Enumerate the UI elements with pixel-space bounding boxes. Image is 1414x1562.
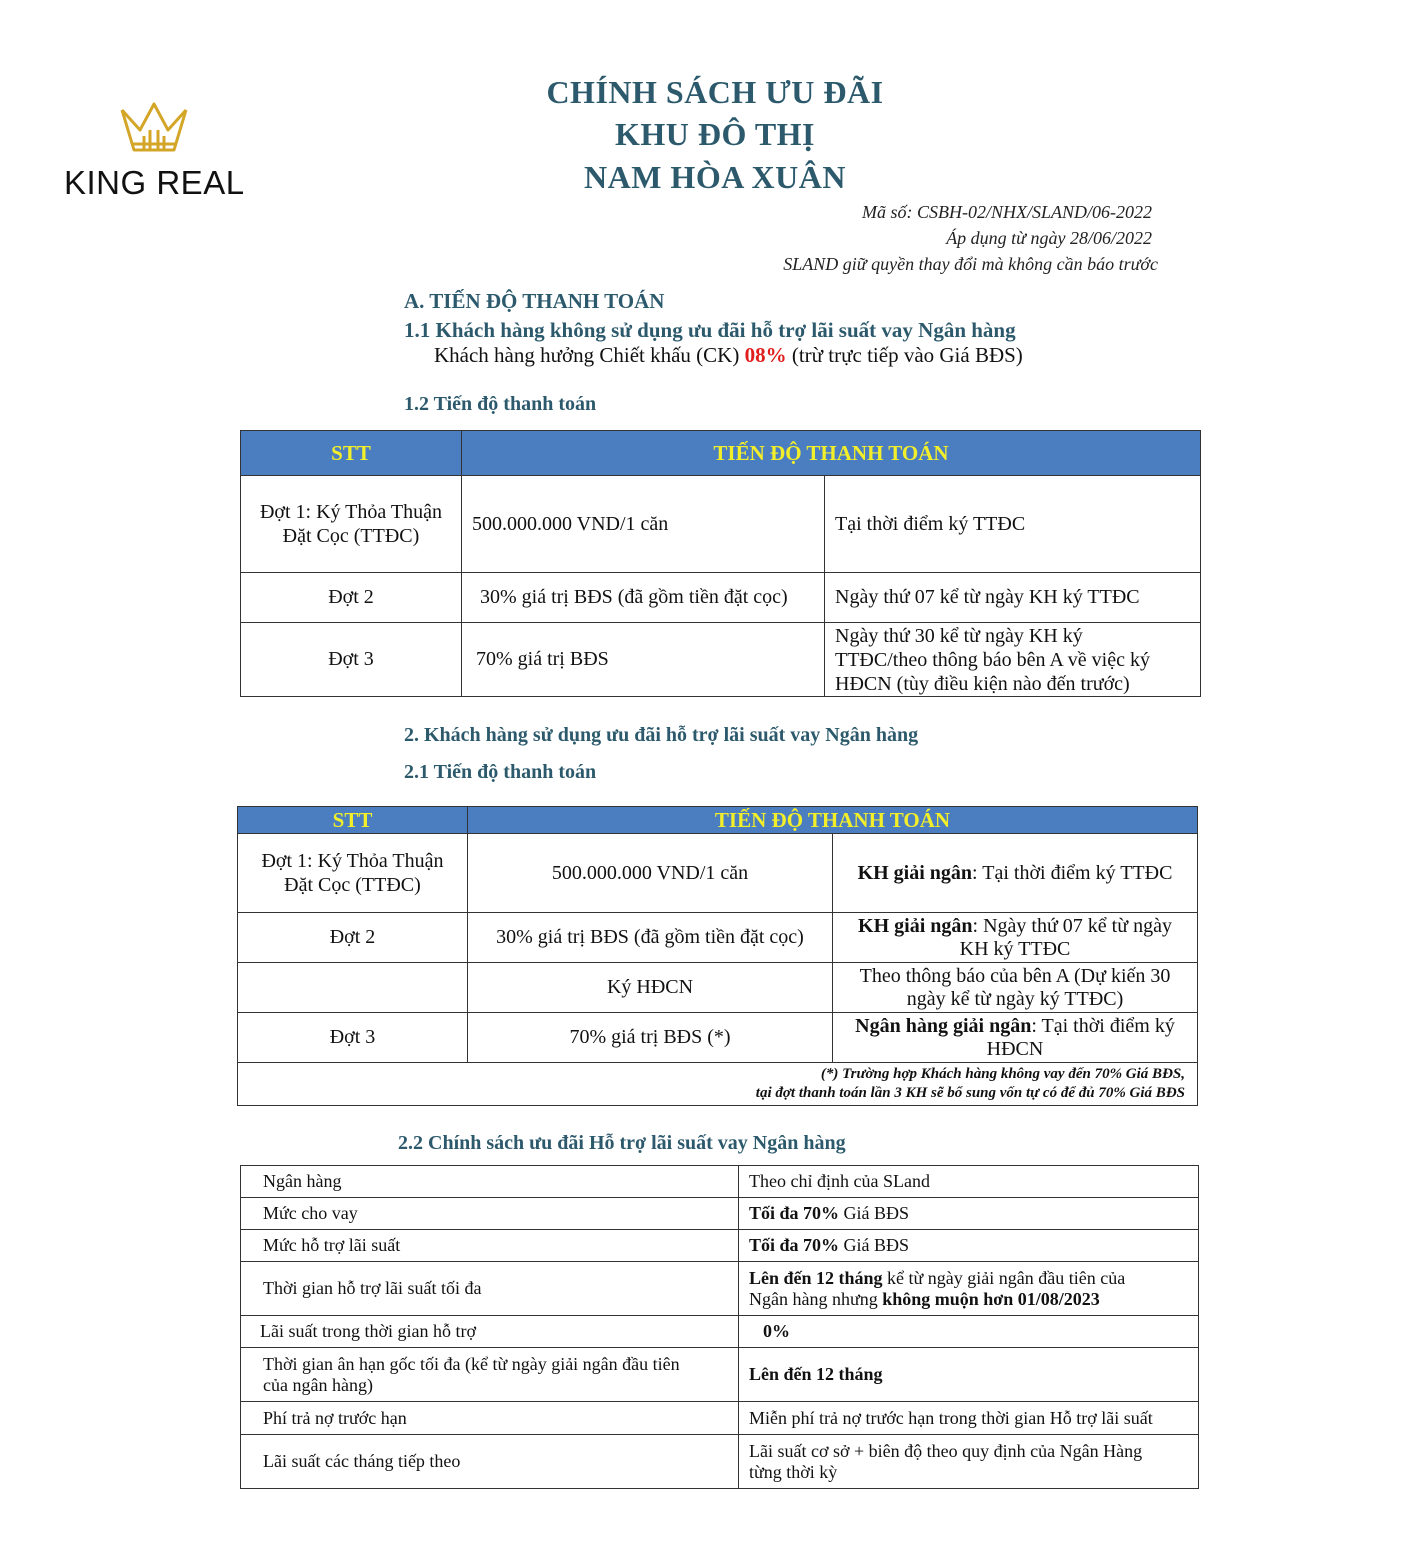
- table-row: [241, 623, 1201, 697]
- value-bold: Tối đa 70%: [749, 1203, 840, 1223]
- value-rest: Ngân hàng nhưng: [749, 1288, 883, 1309]
- value-cell: Lên đến 12 tháng: [739, 1348, 1199, 1402]
- time-rest: : Ngày thứ 07 kể từ ngày: [972, 914, 1172, 937]
- table-header-row: [238, 807, 1198, 834]
- payment-schedule-table-1: [240, 430, 1201, 697]
- table-row: [238, 963, 1198, 1013]
- amount-cell: 30% giá trị BĐS (đã gồm tiền đặt cọc): [462, 573, 825, 623]
- value-cell: [739, 1262, 1199, 1316]
- footnote-line: (*) Trường hợp Khách hàng không vay đến 70% Giá BĐS,: [820, 1066, 1185, 1082]
- section-2-heading: 2. Khách hàng sử dụng ưu đãi hỗ trợ lãi suất vay Ngân hàng: [404, 724, 919, 746]
- time-cell: Ngày thứ 07 kể từ ngày KH ký TTĐC: [825, 573, 1201, 623]
- stt-cell: [238, 963, 468, 1013]
- section-1-2-heading: 1.2 Tiến độ thanh toán: [404, 393, 597, 415]
- stt-cell: [241, 476, 462, 573]
- time-rest: KH ký TTĐC: [959, 937, 1071, 960]
- time-line: Theo thông báo của bên A (Dự kiến 30: [859, 964, 1171, 987]
- table-row: [238, 913, 1198, 963]
- discount-suffix: (trừ trực tiếp vào Giá BĐS): [786, 343, 1023, 367]
- header-payment-progress: TIẾN ĐỘ THANH TOÁN: [468, 807, 1198, 834]
- stt-cell: Đợt 3: [238, 1013, 468, 1063]
- stt-cell: Đợt 2: [241, 573, 462, 623]
- label-cell: Mức hỗ trợ lãi suất: [241, 1230, 739, 1262]
- time-cell: [833, 834, 1198, 913]
- crown-logo-icon: [118, 100, 190, 156]
- table-row: [241, 1198, 1199, 1230]
- page-title-line1: CHÍNH SÁCH ƯU ĐÃI: [546, 74, 884, 110]
- stt-line: Đợt 1: Ký Thỏa Thuận: [261, 850, 444, 872]
- time-cell: [833, 963, 1198, 1013]
- value-cell: [739, 1435, 1199, 1489]
- label-cell: [241, 1348, 739, 1402]
- table-footnote: [238, 1063, 1198, 1106]
- loan-support-policy-table: [240, 1165, 1199, 1489]
- time-line: TTĐC/theo thông báo bên A về việc ký: [835, 648, 1150, 671]
- value-line: từng thời kỳ: [749, 1461, 838, 1482]
- value-cell: Theo chỉ định của SLand: [739, 1166, 1199, 1198]
- label-cell: Mức cho vay: [241, 1198, 739, 1230]
- stt-line: Đặt Cọc (TTĐC): [282, 525, 420, 547]
- table-row: [241, 1262, 1199, 1316]
- value-cell: Miễn phí trả nợ trước hạn trong thời gian Hỗ trợ lãi suất: [739, 1402, 1199, 1435]
- label-line: Thời gian ân hạn gốc tối đa (kể từ ngày giải ngân đầu tiên: [263, 1353, 680, 1374]
- time-bold: KH giải ngân: [857, 861, 973, 884]
- value-rest: Giá BĐS: [839, 1203, 910, 1223]
- time-cell: [833, 1013, 1198, 1063]
- discount-line: [434, 343, 1023, 368]
- table-note-row: [238, 1063, 1198, 1106]
- label-line: của ngân hàng): [263, 1374, 373, 1395]
- discount-prefix: Khách hàng hưởng Chiết khấu (CK): [434, 343, 745, 367]
- amount-cell: 30% giá trị BĐS (đã gồm tiền đặt cọc): [468, 913, 833, 963]
- page-title-line2: KHU ĐÔ THỊ: [615, 116, 815, 152]
- value-bold: Tối đa 70%: [749, 1235, 840, 1255]
- table-row: [241, 476, 1201, 573]
- section-1-1-heading: 1.1 Khách hàng không sử dụng ưu đãi hỗ trợ lãi suất vay Ngân hàng: [404, 318, 1016, 342]
- brand-logo: [64, 100, 244, 202]
- value-line: Lãi suất cơ sở + biên độ theo quy định của Ngân Hàng: [749, 1440, 1143, 1461]
- table-row: [241, 1435, 1199, 1489]
- time-line: HĐCN (tùy điều kiện nào đến trước): [835, 672, 1130, 695]
- time-rest: : Tại thời điểm ký: [1031, 1014, 1175, 1037]
- label-cell: Ngân hàng: [241, 1166, 739, 1198]
- stt-line: Đợt 1: Ký Thỏa Thuận: [259, 501, 443, 523]
- table-row: [241, 1166, 1199, 1198]
- effective-date: Áp dụng từ ngày 28/06/2022: [946, 228, 1152, 248]
- time-bold: KH giải ngân: [858, 914, 973, 937]
- time-rest: HĐCN: [986, 1037, 1044, 1060]
- time-bold: Ngân hàng giải ngân: [855, 1014, 1032, 1037]
- time-line: ngày kể từ ngày ký TTĐC): [906, 987, 1124, 1010]
- amount-cell: 70% giá trị BĐS: [462, 623, 825, 697]
- section-2-1-heading: 2.1 Tiến độ thanh toán: [404, 761, 597, 783]
- value-cell: [739, 1198, 1199, 1230]
- table-header-row: [241, 431, 1201, 476]
- value-rest: kể từ ngày giải ngân đầu tiên của: [882, 1267, 1126, 1288]
- stt-cell: [238, 834, 468, 913]
- header-payment-progress: TIẾN ĐỘ THANH TOÁN: [462, 431, 1201, 476]
- header-stt: STT: [238, 807, 468, 834]
- stt-cell: Đợt 2: [238, 913, 468, 963]
- page-title-line3: NAM HÒA XUÂN: [584, 159, 846, 195]
- amount-cell: Ký HĐCN: [468, 963, 833, 1013]
- time-rest: : Tại thời điểm ký TTĐC: [972, 861, 1173, 884]
- table-row: [241, 573, 1201, 623]
- amount-cell: 500.000.000 VND/1 căn: [468, 834, 833, 913]
- value-cell: [739, 1230, 1199, 1262]
- brand-name: KING REAL: [64, 164, 245, 201]
- amount-cell: 500.000.000 VND/1 căn: [462, 476, 825, 573]
- amount-cell: 70% giá trị BĐS (*): [468, 1013, 833, 1063]
- payment-schedule-table-2: [237, 806, 1198, 1106]
- table-row: [238, 1013, 1198, 1063]
- value-bold: Lên đến 12 tháng: [749, 1267, 883, 1288]
- value-cell: 0%: [739, 1316, 1199, 1348]
- section-a-heading: A. TIẾN ĐỘ THANH TOÁN: [404, 289, 665, 313]
- table-row: [241, 1230, 1199, 1262]
- stt-line: Đặt Cọc (TTĐC): [284, 874, 421, 896]
- footnote-line: tại đợt thanh toán lần 3 KH sẽ bổ sung vốn tự có để đủ 70% Giá BĐS: [755, 1085, 1185, 1101]
- header-stt: STT: [241, 431, 462, 476]
- label-cell: Phí trả nợ trước hạn: [241, 1402, 739, 1435]
- time-line: Ngày thứ 30 kể từ ngày KH ký: [835, 624, 1083, 647]
- time-cell: [825, 623, 1201, 697]
- label-cell: Thời gian hỗ trợ lãi suất tối đa: [241, 1262, 739, 1316]
- label-cell: Lãi suất trong thời gian hỗ trợ: [241, 1316, 739, 1348]
- table-row: [241, 1402, 1199, 1435]
- value-rest: Giá BĐS: [839, 1235, 910, 1255]
- table-row: [238, 834, 1198, 913]
- section-2-2-heading: 2.2 Chính sách ưu đãi Hỗ trợ lãi suất vay Ngân hàng: [398, 1132, 846, 1154]
- table-row: [241, 1348, 1199, 1402]
- discount-value: 08%: [744, 343, 787, 367]
- time-cell: Tại thời điểm ký TTĐC: [825, 476, 1201, 573]
- stt-cell: Đợt 3: [241, 623, 462, 697]
- value-bold: không muộn hơn 01/08/2023: [882, 1288, 1100, 1309]
- document-code: Mã số: CSBH-02/NHX/SLAND/06-2022: [862, 202, 1152, 222]
- time-cell: [833, 913, 1198, 963]
- disclaimer: SLAND giữ quyền thay đổi mà không cần báo trước: [783, 254, 1158, 274]
- label-cell: Lãi suất các tháng tiếp theo: [241, 1435, 739, 1489]
- table-row: [241, 1316, 1199, 1348]
